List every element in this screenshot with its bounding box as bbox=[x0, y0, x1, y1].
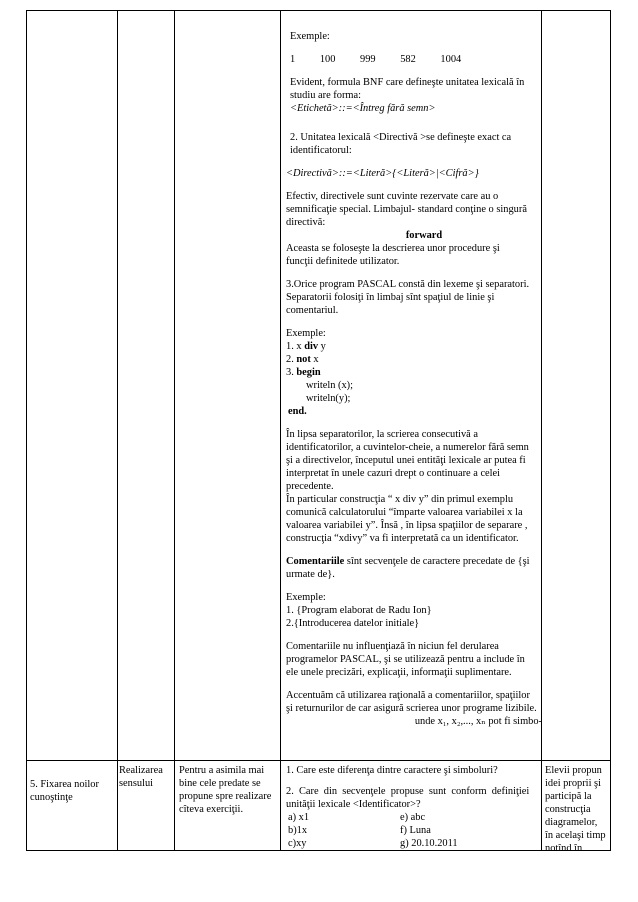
table-bottom-border bbox=[26, 850, 611, 851]
code-end: end. bbox=[288, 406, 307, 417]
forward-desc: funcţii definitede utilizator. bbox=[286, 256, 400, 267]
option: g) 20.10.2011 bbox=[400, 838, 458, 849]
table-col-border bbox=[610, 10, 611, 851]
influ-line: programelor PASCAL, şi se utilizează pentru a include în bbox=[286, 654, 525, 665]
table-col-border bbox=[280, 10, 281, 851]
forward-desc: Aceasta se foloseşte la descrierea unor procedure şi bbox=[286, 243, 500, 254]
directive-text: 2. Unitatea lexicală <Directivă >se defineşte exact ca bbox=[290, 132, 512, 143]
number: 1 bbox=[290, 54, 296, 65]
question-2: unităţii lexicale <Identificator>? bbox=[286, 799, 421, 810]
student-activity-cell: Elevii propun idei proprii şi participă la construcţia diagramelor, în acelaşi timp notînd în bbox=[545, 765, 606, 854]
table-col-border bbox=[174, 10, 175, 851]
option: a) x1 bbox=[288, 812, 310, 823]
program-line: Separatorii folosiţi în limbaj sînt spaţiul de linie şi bbox=[286, 292, 495, 303]
bnf-formula: <Etichetă>::=<Întreg fără semn> bbox=[290, 103, 436, 114]
comment-example: 2.{Introducerea datelor initiale} bbox=[286, 618, 420, 629]
row-divider bbox=[26, 760, 611, 761]
bnf-text: studiu are forma: bbox=[290, 90, 361, 101]
comment-example: 1. {Program elaborat de Radu Ion} bbox=[286, 605, 432, 616]
particular-line: comunică calculatorului “împarte valoarea variabilei x la bbox=[286, 507, 523, 518]
comentariile-line: Comentariile sînt secvenţele de caractere precedate de {şi bbox=[286, 556, 530, 567]
table-col-border bbox=[26, 10, 27, 851]
teacher-activity-cell: Pentru a asimila mai bine cele predate se propune spre realizare cîteva exerciţii. bbox=[179, 765, 272, 815]
number: 100 bbox=[319, 54, 336, 65]
example-line: 2. not x bbox=[286, 354, 319, 365]
accent-line: şi returnurilor de car asigură scrierea unor programe lizibile. bbox=[286, 703, 537, 714]
lipsa-line: În lipsa separatorilor, la scrierea consecutivă a bbox=[286, 429, 479, 440]
options-list bbox=[286, 811, 540, 850]
number: 582 bbox=[400, 54, 416, 65]
program-line: comentariul. bbox=[286, 305, 339, 316]
table-top-border bbox=[26, 10, 611, 11]
lipsa-line: interpretat în unele cazuri drept o continuare a celei bbox=[286, 468, 501, 479]
table-col-border bbox=[117, 10, 118, 851]
bnf-text: Evident, formula BNF care defineşte unitatea lexicală în bbox=[290, 77, 525, 88]
lipsa-line: şi a directivelor, începutul unei entităţi lexicale ar putea fi bbox=[286, 455, 526, 466]
influ-line: Comentariile nu influenţiază în niciun fel derularea bbox=[286, 641, 499, 652]
code-line: writeln (x); bbox=[306, 380, 354, 391]
directive-text: identificatorul: bbox=[290, 145, 352, 156]
efectiv-line: directivă: bbox=[286, 217, 326, 228]
exercise-cell bbox=[286, 764, 540, 850]
number: 1004 bbox=[440, 54, 462, 65]
particular-line: construcţia “xdivy” va fi interpretată ca un identificator. bbox=[286, 533, 519, 544]
lesson-content bbox=[286, 30, 542, 728]
option: f) Luna bbox=[400, 825, 431, 836]
exemple-label: Exemple: bbox=[286, 328, 326, 339]
exemple-label: Exemple: bbox=[286, 592, 326, 603]
number: 999 bbox=[360, 54, 376, 65]
comentariile-line: urmate de}. bbox=[286, 569, 335, 580]
simbo-line: unde x₁, x₂,..., xₙ pot fi simbo- bbox=[414, 716, 542, 727]
lipsa-line: precedente. bbox=[286, 481, 334, 492]
lipsa-line: identificatorilor, a cuvintelor-cheie, a numerelor fără semn bbox=[286, 442, 529, 453]
particular-line: În particular construcţia “ x div y” din primul exemplu bbox=[286, 494, 514, 505]
program-line: 3.Orice program PASCAL constă din lexeme şi separatori. bbox=[286, 279, 530, 290]
option: c)xy bbox=[288, 838, 307, 849]
efectiv-line: semnificaţie special. Limbajul- standard conţine o singură bbox=[286, 204, 527, 215]
example-line: 3. begin bbox=[286, 367, 321, 378]
option: b)1x bbox=[288, 825, 308, 836]
efectiv-line: Efectiv, directivele sunt cuvinte rezervate care au o bbox=[286, 191, 499, 202]
particular-line: valoarea variabilei y”. Însă , în lipsa spaţiilor de separare , bbox=[286, 520, 528, 531]
directive-formula: <Directivă>::=<Literă>{<Literă>|<Cifră>} bbox=[286, 168, 479, 179]
example-line: 1. x div y bbox=[286, 341, 326, 352]
stage-name-cell: 5. Fixarea noilor cunoştinţe bbox=[30, 779, 99, 803]
code-line: writeln(y); bbox=[306, 393, 351, 404]
option: e) abc bbox=[400, 812, 426, 823]
question-2: 2. Care din secvenţele propuse sunt conform definiţiei bbox=[286, 786, 530, 797]
forward-keyword: forward bbox=[405, 230, 443, 241]
numbers-row bbox=[286, 53, 542, 66]
objective-cell: Realizarea sensului bbox=[119, 765, 163, 789]
accent-line: Accentuăm că utilizarea raţională a comentariilor, spaţiilor bbox=[286, 690, 530, 701]
question-1: 1. Care este diferenţa dintre caractere şi simboluri? bbox=[286, 765, 498, 776]
exemple-label: Exemple: bbox=[290, 31, 330, 42]
influ-line: ele unele precizări, explicaţii, informaţii suplimentare. bbox=[286, 667, 512, 678]
